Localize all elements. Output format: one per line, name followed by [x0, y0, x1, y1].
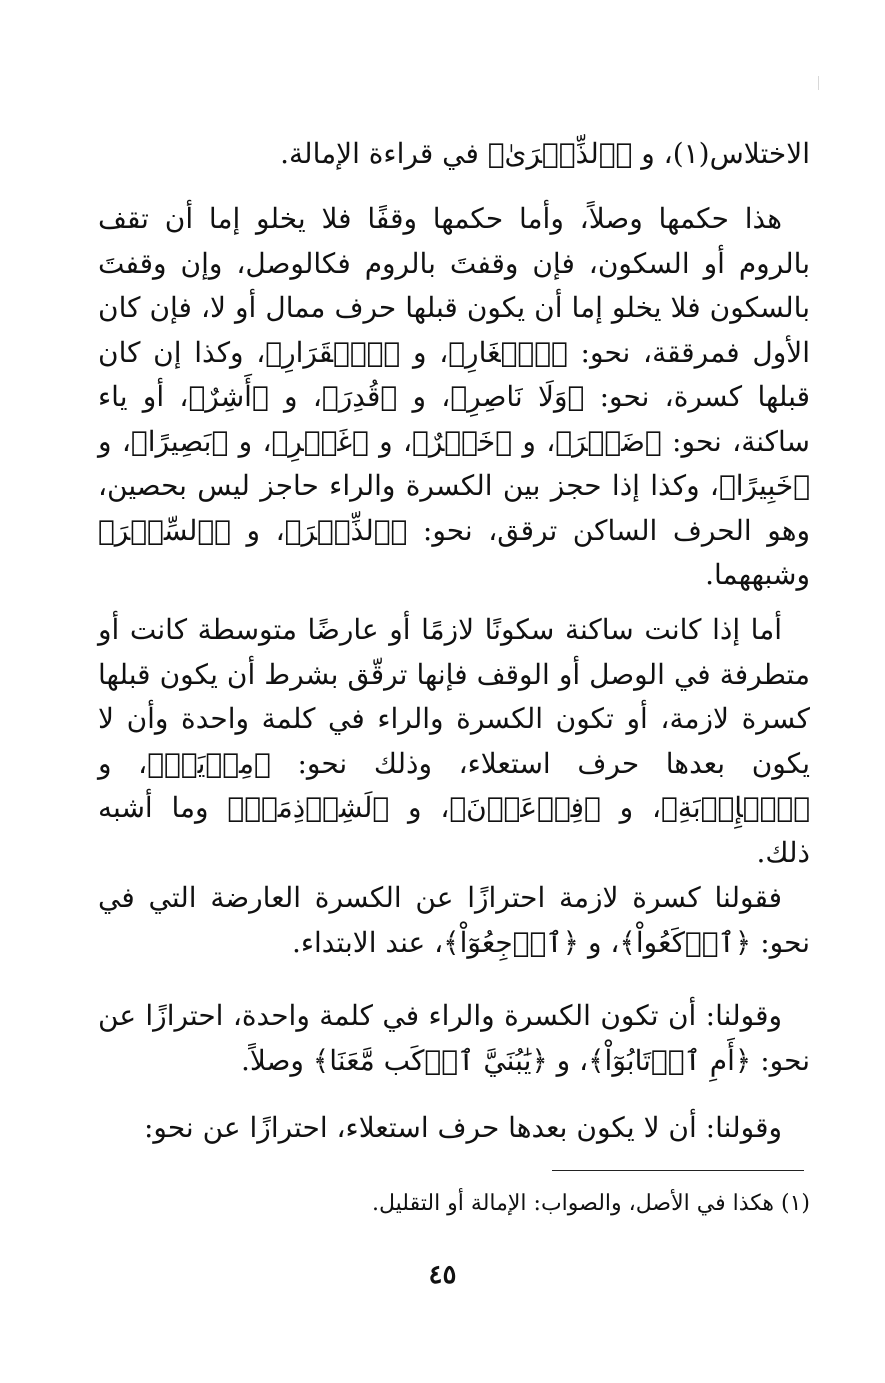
page-number: ٤٥ [428, 1260, 457, 1290]
paragraph-same-word [98, 994, 810, 1083]
paragraph-text: أما إذا كانت ساكنة سكونًا لازمًا أو عارضًا متوسطة كانت أو متطرفة في الوصل أو الوقف فإنها ترقّق بشرط أن يكون قبلها كسرة لازمة، أو تكون الكسرة والراء في كلمة واحدة وأن لا يكون بعدها حرف استعلاء، وذلك نحو: ﴿مِرۡيَةٖ﴾، و ﴿ٱلۡإِرۡبَةِ﴾، و ﴿فِرۡعَوۡنَ﴾، و ﴿لَشِرۡذِمَةٞ﴾ وما أشبه ذلك. [98, 613, 810, 869]
paragraph-text: الاختلاس(١)، و ﴿ٱلذِّكۡرَىٰ﴾ في قراءة الإمالة. [280, 137, 810, 170]
paragraph-istila [98, 1106, 810, 1151]
paragraph-text: وقولنا: أن تكون الكسرة والراء في كلمة واحدة، احترازًا عن نحو: ﴿أَمِ ٱرۡتَابُوٓاْ﴾، و ﴿يَٰبُنَيَّ ٱرۡكَب مَّعَنَا﴾ وصلاً. [98, 999, 810, 1077]
paragraph-continuation [98, 132, 810, 177]
footnote-divider [552, 1170, 804, 1171]
footnote: (١) هكذا في الأصل، والصواب: الإمالة أو التقليل. [372, 1191, 810, 1216]
paragraph-text: وقولنا: أن لا يكون بعدها حرف استعلاء، احترازًا عن نحو: [143, 1111, 782, 1144]
paragraph-text: فقولنا كسرة لازمة احترازًا عن الكسرة العارضة التي في نحو: ﴿ٱرۡكَعُواْ﴾، و ﴿ٱرۡجِعُوٓاْ﴾، عند الابتداء. [98, 881, 810, 959]
paragraph-waqf-ruling [98, 197, 810, 598]
paragraph-text: هذا حكمها وصلاً، وأما حكمها وقفًا فلا يخلو إما أن تقف بالروم أو السكون، فإن وقفتَ بالروم فكالوصل، وإن وقفتَ بالسكون فلا يخلو إما أن يكون قبلها حرف ممال أو لا، فإن كان الأول فمرققة، نحو: ﴿ٱلۡغَارِ﴾، و ﴿ٱلۡقَرَارِ﴾، وكذا إن كان قبلها كسرة، نحو: ﴿وَلَا نَاصِرِ﴾، و ﴿قُدِرَ﴾، و ﴿أَشِرٌ﴾، أو ياء ساكنة، نحو: ﴿ضَيۡرَ﴾، و ﴿خَيۡرٌ﴾، و ﴿غَيۡرِ﴾، و ﴿بَصِيرًا﴾، و ﴿خَبِيرًا﴾، وكذا إذا حجز بين الكسرة والراء حاجز ليس بحصين، وهو الحرف الساكن ترقق، نحو: ﴿ٱلذِّكۡرَ﴾، و ﴿ٱلسِّحۡرَ﴾ وشبههما. [98, 202, 810, 591]
paragraph-sakin-ra [98, 608, 810, 875]
paragraph-lazima-kasra [98, 876, 810, 965]
scan-mark [818, 76, 819, 90]
